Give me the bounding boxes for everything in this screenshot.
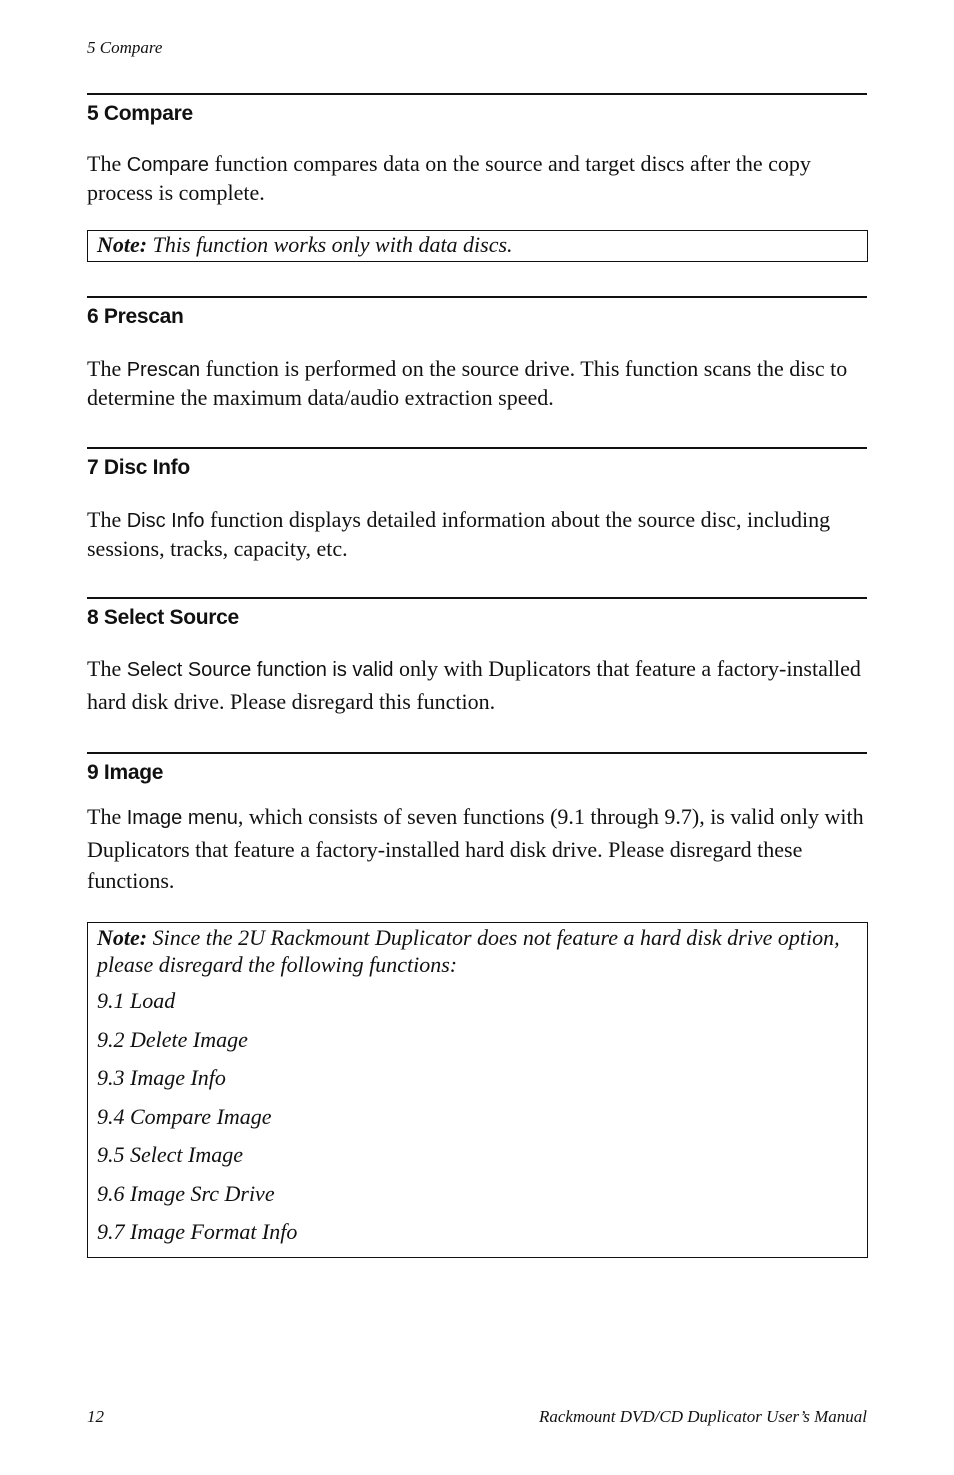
body-text: function compares data on the source and target discs after the copy process is complete. [87,151,811,205]
body-text: only with Duplicators that feature a factory-installed hard disk drive. Please disregard this function. [87,656,861,714]
note-body: This function works only with data discs. [147,232,513,257]
section-body [87,653,867,717]
section-body [87,506,867,562]
section-body [87,801,867,896]
body-text: The [87,804,127,829]
list-item: 9.7 Image Format Info [97,1219,298,1244]
function-term: Compare [126,154,209,176]
body-text: function is performed on the source drive. This function scans the disc to determine the maximum data/audio extraction speed. [87,356,848,410]
section-rule [87,447,867,449]
section-heading: 6 Prescan [87,305,184,328]
section-prescan [87,296,867,411]
body-text: The [87,656,127,681]
note-text [97,231,858,259]
list-item: 9.5 Select Image [97,1142,243,1167]
function-term: Select Source function is valid [126,659,394,681]
section-disc-info [87,447,867,562]
body-text: The [87,151,127,176]
section-heading: 7 Disc Info [87,456,190,479]
list-item: 9.1 Load [97,988,176,1013]
list-item: 9.2 Delete Image [97,1026,248,1052]
note-box-image-functions [87,922,868,1258]
section-heading: 8 Select Source [87,606,239,629]
section-heading: 9 Image [87,761,164,784]
section-rule [87,597,867,599]
list-item: 9.6 Image Src Drive [97,1180,275,1206]
running-head: 5 Compare [87,38,163,57]
section-rule [87,752,867,754]
body-text: function displays detailed information about the source disc, including sessions, tracks, capacity, etc. [87,507,831,561]
section-body [87,150,867,206]
note-label: Note: [97,925,148,950]
image-function-list [97,982,858,1252]
note-text [97,924,858,978]
body-text: The [87,507,127,532]
function-term: Disc Info [126,510,205,532]
list-item: 9.4 Compare Image [97,1103,272,1129]
section-heading: 5 Compare [87,102,193,125]
body-text: The [87,356,127,381]
list-item: 9.3 Image Info [97,1065,226,1090]
section-body [87,355,867,411]
page-number: 12 [87,1407,104,1426]
note-label: Note: [97,232,148,257]
note-box-data-discs [87,230,868,262]
section-compare [87,93,867,206]
section-image [87,752,867,896]
section-rule [87,296,867,298]
section-select-source [87,597,867,717]
function-term: Image menu [126,807,238,829]
function-term: Prescan [126,359,201,381]
manual-title: Rackmount DVD/CD Duplicator User’s Manual [538,1407,867,1426]
body-text: , which consists of seven functions (9.1 through 9.7), is valid only with Duplicators that feature a factory-installed hard disk drive. Please disregard these functions. [87,804,864,893]
note-body: Since the 2U Rackmount Duplicator does not feature a hard disk drive option, please disregard the following functions: [97,925,840,977]
section-rule [87,93,867,95]
